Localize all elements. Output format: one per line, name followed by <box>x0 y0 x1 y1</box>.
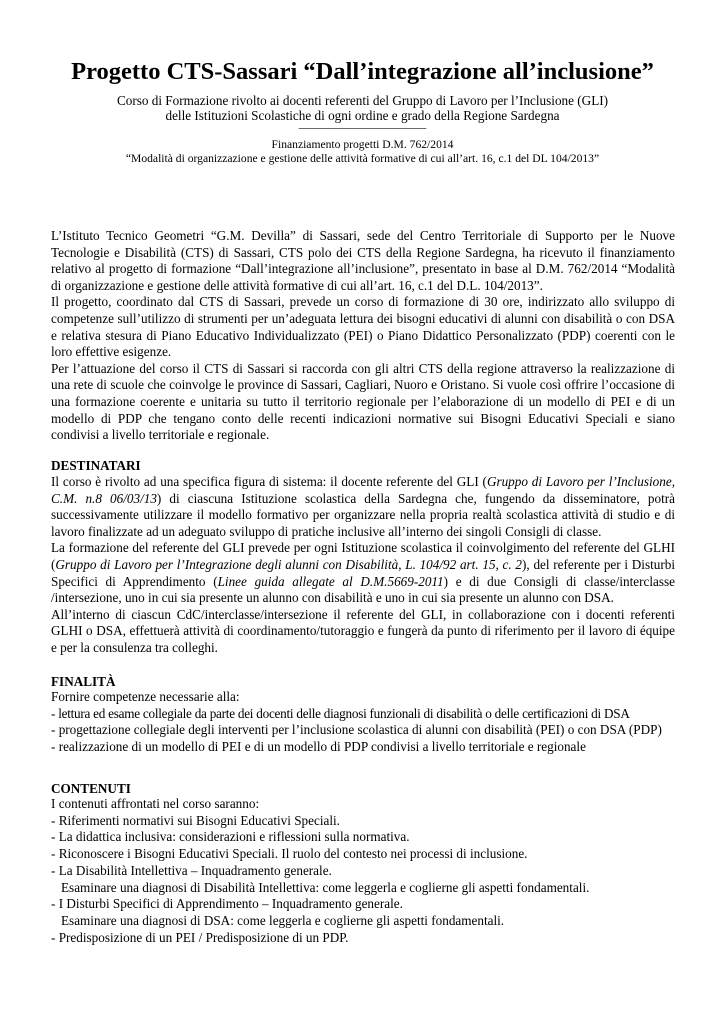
finalita-section <box>51 689 681 756</box>
subtitle-line-2: delle Istituzioni Scolastiche di ogni ordine e grado della Regione Sardegna <box>165 108 560 123</box>
contenuti-subitem: Esaminare una diagnosi di Disabilità Intellettiva: come leggerla e coglierne gli aspetti fondamentali. <box>61 879 590 895</box>
destinatari-paragraph-1 <box>51 474 675 540</box>
finalita-item: - lettura ed esame collegiale da parte dei docenti delle diagnosi funzionali di disabilità o delle certificazioni di DSA <box>51 705 630 721</box>
contenuti-subitem: Esaminare una diagnosi di DSA: come leggerla e coglierne gli aspetti fondamentali. <box>61 912 505 928</box>
finalita-heading: FINALITÀ <box>51 674 116 689</box>
contenuti-heading: CONTENUTI <box>51 781 131 796</box>
contenuti-item: - La Disabilità Intellettiva – Inquadramento generale. <box>51 862 332 878</box>
destinatari-section <box>51 474 675 657</box>
text-run: ) di ciascuna Istituzione scolastica della Sardegna che, fungendo da disseminatore, potrà successivamente utilizzare il modello formativo per organizzare nella propria realtà scolastica attività di studio e di lavoro finalizzate ad un adeguato sviluppo di pratiche inclusive all’interno dei singoli Consigli di classe. <box>51 490 675 539</box>
funding-line-1: Finanziamento progetti D.M. 762/2014 <box>271 138 454 151</box>
text-run: Il corso è rivolto ad una specifica figura di sistema: il docente referente del GLI ( <box>51 474 487 489</box>
destinatari-paragraph-3: All’interno di ciascun CdC/interclasse/intersezione il referente del GLI, in collaborazione con i docenti referenti GLHI o DSA, effettuerà attività di coordinamento/tutoraggio e fungerà da punto di riferimento per il lavoro di équipe e per la consulenza tra colleghi. <box>51 606 675 655</box>
italic-citation: Linee guida allegate al D.M.5669-2011 <box>217 573 444 589</box>
italic-citation: Gruppo di Lavoro per l’Integrazione degli alunni con Disabilità, L. 104/92 art. 15, c. 2 <box>55 556 523 572</box>
contenuti-item: - Riferimenti normativi sui Bisogni Educativi Speciali. <box>51 812 340 828</box>
contenuti-item: - I Disturbi Specifici di Apprendimento – Inquadramento generale. <box>51 896 403 912</box>
intro-paragraph-3: Per l’attuazione del corso il CTS di Sassari si raccorda con gli altri CTS della regione attraverso la realizzazione di una rete di scuole che coinvolge le province di Sassari, Cagliari, Nuoro e Oristano. Si vuole così offrire l’occasione di una formazione coerente e unitaria su tutto il territorio regionale per l’elaborazione di un modello di PEI e di un modello di PDP che tengano conto delle recenti indicazioni normative sui Bisogni Educativi Speciali e siano condivisi a livello territoriale e regionale. <box>51 360 675 443</box>
text-run: ), del referente per i Disturbi Specifici di Apprendimento ( <box>51 556 676 589</box>
finalita-item: - progettazione collegiale degli interventi per l’inclusione scolastica di alunni con disabilità (PEI) o con DSA (PDP) <box>51 722 662 738</box>
separator-line: ——————————— <box>298 121 427 134</box>
italic-citation: Gruppo di Lavoro per l’Inclusione, C.M. n.8 06/03/13 <box>51 474 675 506</box>
text-run: La formazione del referente del GLI prevede per ogni Istituzione scolastica il coinvolgimento del referente del GLHI ( <box>51 540 675 572</box>
finalita-item: - realizzazione di un modello di PEI e di un modello di PDP condivisi a livello territoriale e regionale <box>51 739 586 755</box>
contenuti-item: - Riconoscere i Bisogni Educativi Speciali. Il ruolo del contesto nei processi di inclusione. <box>51 846 528 862</box>
destinatari-heading: DESTINATARI <box>51 458 141 473</box>
funding-line-2: “Modalità di organizzazione e gestione delle attività formative di cui all’art. 16, c.1 del DL 104/2013” <box>125 152 600 165</box>
intro-paragraph-2: Il progetto, coordinato dal CTS di Sassari, prevede un corso di formazione di 30 ore, indirizzato allo sviluppo di competenze sull’utilizzo di strumenti per un’adeguata lettura dei bisogni educativi di alunni con disabilità o con DSA e relativa stesura di Piano Educativo Individualizzato (PEI) o Piano Didattico Personalizzato (PDP) coerenti con le loro effettive esigenze. <box>51 294 675 360</box>
contenuti-item: - Predisposizione di un PEI / Predisposizione di un PDP. <box>51 929 349 945</box>
contenuti-item: - La didattica inclusiva: considerazioni e riflessioni sulla normativa. <box>51 829 410 845</box>
subtitle-line-1: Corso di Formazione rivolto ai docenti referenti del Gruppo di Lavoro per l’Inclusione (GLI) <box>116 93 609 108</box>
document-title: Progetto CTS-Sassari “Dall’integrazione all’inclusione” <box>71 58 654 85</box>
contenuti-intro: I contenuti affrontati nel corso saranno: <box>51 796 260 811</box>
text-run: ) e di due Consigli di classe/interclasse /intersezione, uno in cui sia presente un alunno con disabilità e uno in cui sia presente un alunno con DSA. <box>51 573 676 606</box>
intro-paragraph-1: L’Istituto Tecnico Geometri “G.M. Devilla” di Sassari, sede del Centro Territoriale di Supporto per le Nuove Tecnologie e Disabilità (CTS) di Sassari, CTS polo dei CTS della Regione Sardegna, ha ricevuto il finanziamento relativo al progetto di formazione “Dall’integrazione all’inclusione”, presentato in base al D.M. 762/2014 “Modalità di organizzazione e gestione delle attività formative di cui all’art. 16, c.1 del D.L. 104/2013”. <box>51 228 675 293</box>
finalita-intro: Fornire competenze necessarie alla: <box>51 689 240 704</box>
contenuti-section <box>51 796 681 946</box>
destinatari-paragraph-2 <box>51 540 675 606</box>
intro-section <box>51 228 675 444</box>
